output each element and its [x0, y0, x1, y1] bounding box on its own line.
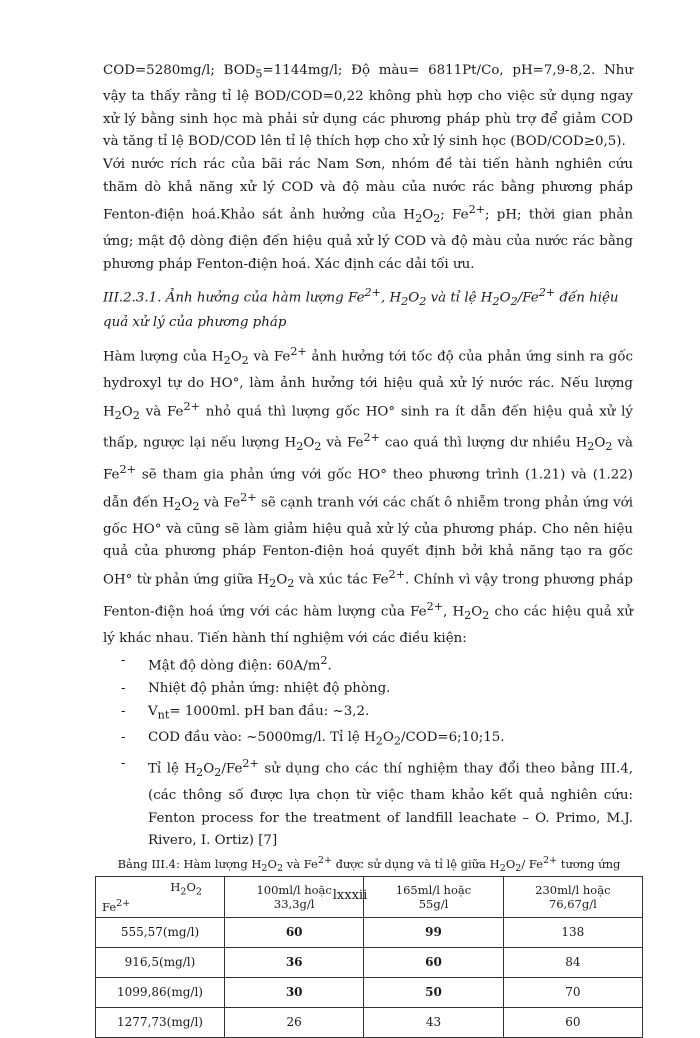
- table-cell: 43: [364, 1007, 503, 1037]
- table-cell: 99: [364, 917, 503, 947]
- table-cell: 36: [225, 947, 364, 977]
- table-cell: 60: [503, 1007, 642, 1037]
- table-cell-fe: 1277,73(mg/l): [96, 1007, 225, 1037]
- condition-temperature: - Nhiệt độ phản ứng: nhiệt độ phòng.: [103, 678, 633, 701]
- table-caption: Bảng III.4: Hàm lượng $H_2O_2$ và $Fe^{2+}$ được sử dụng và tỉ lệ giữa $H_2O_2/$ $Fe^{2+}$ tương ứng: [117, 854, 621, 874]
- page-number: lxxxii: [332, 888, 368, 903]
- table-cell: 70: [503, 977, 642, 1007]
- condition-cod-input: - COD đầu vào: ~5000mg/l. Tỉ lệ $H_2O_2/COD=6;10;15$.: [103, 727, 633, 753]
- table-cell: 60: [225, 917, 364, 947]
- table-column-header: 100ml/l hoặc 33,3g/l: [225, 876, 364, 917]
- paragraph-nam-son: Với nước rích rác của bãi rác Nam Sơn, nhóm đề tài tiến hành nghiên cứu thăm dò khả năng xử lý COD và độ màu của nước rác bằng phương pháp Fenton-điện hoá.Khảo sát ảnh hưởng của $H_2O_2$; $Fe^{2+}$; pH; thời gian phản ứng; mật độ dòng điện đến hiệu quả xử lý COD và độ màu của nước rác bằng phương pháp Fenton-điện hoá. Xác định các dải tối ưu.: [103, 157, 633, 272]
- condition-ratio: - Tỉ lệ $H_2O_2/Fe^{2+}$ sử dụng cho các thí nghiệm thay đổi theo bảng III.4, (các thông số được lựa chọn từ việc tham khảo kết quả nghiên cứu: Fenton process for the treatment of landfill leachate – O. Primo, M.J. Rivero, I. Ortiz) [7]: [103, 753, 633, 853]
- table-row: [96, 917, 643, 947]
- table-row: [96, 947, 643, 977]
- table-cell-fe: 555,57(mg/l): [96, 917, 225, 947]
- condition-current-density: - Mật độ dòng điện: $60A/m^2$.: [103, 650, 633, 678]
- table-cell: 138: [503, 917, 642, 947]
- table-cell-fe: 916,5(mg/l): [96, 947, 225, 977]
- table-row: [96, 1007, 643, 1037]
- table-column-header: 165ml/l hoặc 55g/l: [364, 876, 503, 917]
- table-cell: 84: [503, 947, 642, 977]
- table-cell: 30: [225, 977, 364, 1007]
- table-cell: 50: [364, 977, 503, 1007]
- table-corner-cell: $H_2O_2$ $Fe^{2+}$: [96, 876, 225, 917]
- table-cell-fe: 1099,86(mg/l): [96, 977, 225, 1007]
- section-heading: III.2.3.1. Ảnh hưởng của hàm lượng $Fe^{2+}$, $H_2O_2$ và tỉ lệ $H_2O_2/Fe^{2+}$ đến hiệu quả xử lý của phương pháp: [103, 286, 619, 331]
- condition-volume-ph: - $V_{nt}= 1000ml$. pH ban đầu: ~3,2.: [103, 701, 633, 727]
- paragraph-cod-bod: COD=5280mg/l; $BOD_5=1144mg/l$; Độ màu= 6811Pt/Co, pH=7,9-8,2. Như vậy ta thấy rằng tỉ lệ BOD/COD=0,22 không phù hợp cho việc sử dụng ngay xử lý bằng sinh học mà phải sử dụng các phương pháp phù trợ để giảm COD và tăng tỉ lệ BOD/COD lên tỉ lệ thích hợp cho xử lý sinh học (BOD/COD≥0,5).: [103, 63, 633, 150]
- table-cell: 26: [225, 1007, 364, 1037]
- conditions-list: [103, 650, 633, 853]
- table-column-header: 230ml/l hoặc 76,67g/l: [503, 876, 642, 917]
- table-cell: 60: [364, 947, 503, 977]
- table-row: [96, 977, 643, 1007]
- paragraph-h2o2-fe: Hàm lượng của $H_2O_2$ và $Fe^{2+}$ ảnh hưởng tới tốc độ của phản ứng sinh ra gốc hydroxyl tự do HO°, làm ảnh hưởng tới hiệu quả xử lý nước rác. Nếu lượng $H_2O_2$ và $Fe^{2+}$ nhỏ quá thì lượng gốc HO° sinh ra ít dẫn đến hiệu quả xử lý thấp, ngược lại nếu lượng $H_2O_2$ và $Fe^{2+}$ cao quá thì lượng dư nhiều $H_2O_2$ và $Fe^{2+}$ sẽ tham gia phản ứng với gốc HO° theo phương trình (1.21) và (1.22) dẫn đến $H_2O_2$ và $Fe^{2+}$ sẽ cạnh tranh với các chất ô nhiễm trong phản ứng với gốc HO° và cũng sẽ làm giảm hiệu quả xử lý của phương pháp. Cho nên hiệu quả của phương pháp Fenton-điện hoá quyết định bởi khả năng tạo ra gốc OH° từ phản ứng giữa $H_2O_2$ và xúc tác $Fe^{2+}$. Chính vì vậy trong phương pháp Fenton-điện hoá ứng với các hàm lượng của $Fe^{2+}$, $H_2O_2$ cho các hiệu quả xử lý khác nhau. Tiến hành thí nghiệm với các điều kiện:: [103, 345, 634, 646]
